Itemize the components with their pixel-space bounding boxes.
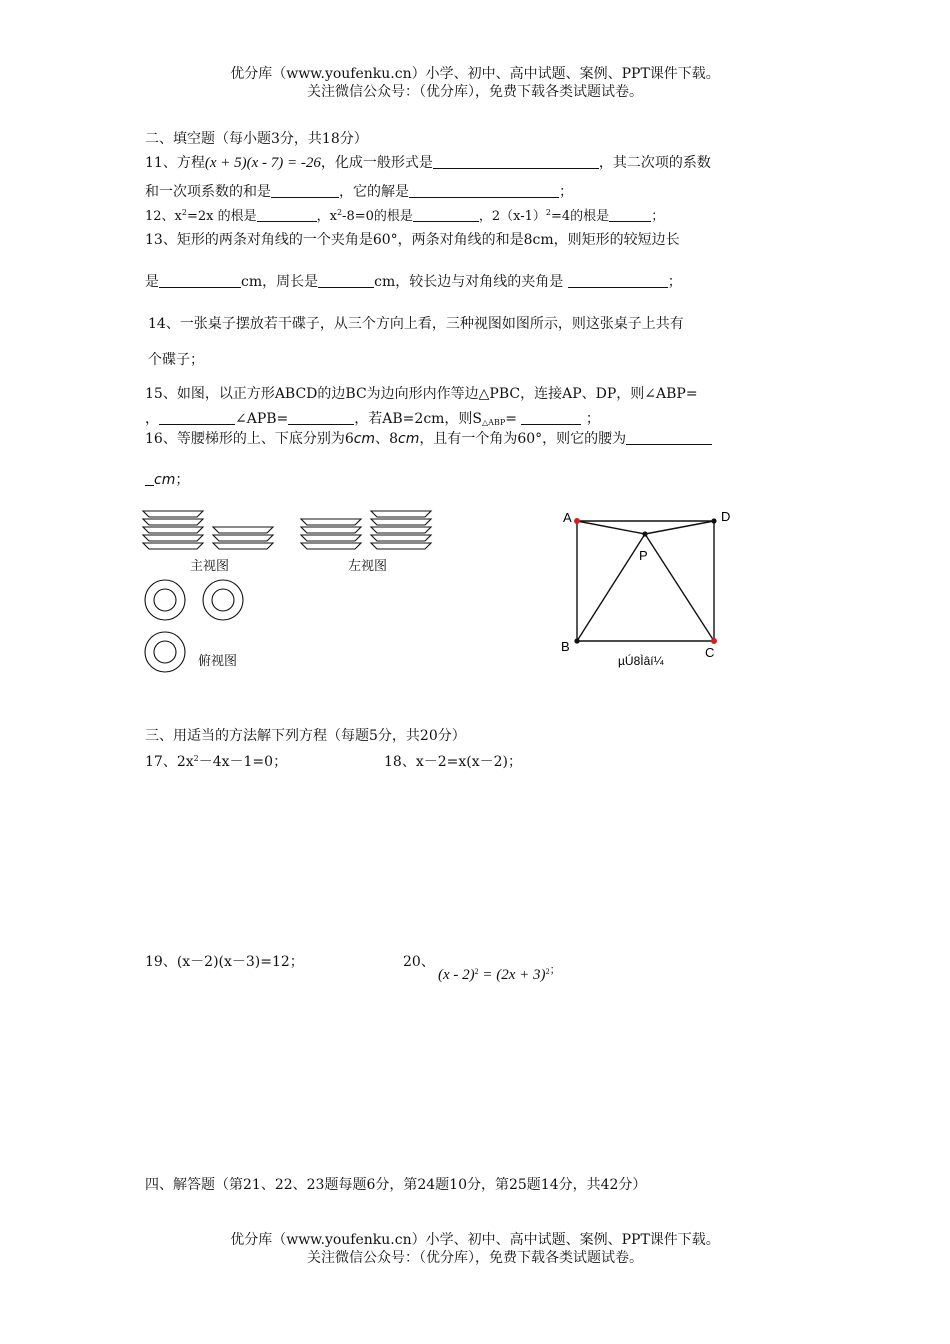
side-view-label: 左视图: [348, 559, 388, 574]
section3-title: 三、用适当的方法解下列方程（每题5分，共20分）: [145, 728, 466, 744]
q16-c: ，且有一个角为60°，则它的腰为: [419, 431, 627, 447]
q12-a1-exponent: 2: [181, 208, 187, 217]
q12-end: ；: [651, 209, 665, 224]
q15-blank-angle-apb[interactable]: [288, 410, 354, 425]
q16-unit-1: cm: [353, 431, 376, 447]
q20-lhs: (x - 2): [438, 967, 475, 983]
q12-line: [145, 205, 664, 224]
q15-line-1: 15、如图，以正方形ABCD的边BC为边向形内作等边△PBC，连接AP、DP，则∠ABP=: [145, 386, 698, 402]
q11-blank-coefficient-sum[interactable]: [271, 183, 339, 198]
q11-equation: (x + 5)(x - 7) = -26: [204, 155, 321, 171]
q12-b1: ，x: [316, 209, 337, 224]
q15-l2-c: ，若AB=2cm，则S: [354, 411, 483, 427]
section4-title: 四、解答题（第21、22、23题每题6分，第24题10分，第25题14分，共42分）: [145, 1177, 647, 1193]
figure-caption: µÚ8Ìâí¼: [618, 654, 664, 668]
q13-line-1: 13、矩形的两条对角线的一个夹角是60°，两条对角线的和是8cm，则矩形的较短边长: [145, 232, 680, 248]
q16-unit-2: cm: [398, 431, 420, 447]
q12-blank-1[interactable]: [257, 207, 317, 222]
q12-blank-2[interactable]: [413, 207, 479, 222]
side-view-stack-right: [371, 511, 431, 549]
side-view-stack-left: [301, 519, 361, 549]
q18: 18、x－2=x(x－2)；: [384, 754, 522, 770]
q11-blank-solution[interactable]: [409, 183, 559, 198]
section2-title: 二、填空题（每小题3分，共18分）: [145, 131, 368, 147]
q14-line-1: 14、一张桌子摆放若干碟子，从三个方向上看，三种视图如图所示，则这张桌子上共有: [148, 316, 684, 332]
square-figure: [550, 500, 750, 675]
top-view-plate-2: [203, 580, 243, 620]
q20-end: ；: [549, 964, 561, 976]
q20-exp-2: 2: [545, 967, 550, 976]
q13-l2-a: 是: [145, 274, 159, 290]
segment-ap: [577, 521, 645, 534]
q20-rhs: = (2x + 3): [478, 967, 546, 983]
q12-b2: -8=0的根是: [342, 209, 413, 224]
top-view-plate-1: [145, 580, 185, 620]
front-view-label: 主视图: [190, 559, 230, 574]
q15-subscript: △ABP: [482, 418, 506, 427]
q11-text-b: ，其二次项的系数: [598, 155, 711, 171]
q17-b: －4x－1=0；: [198, 754, 288, 770]
q12-c1-exponent: 2: [545, 208, 552, 217]
plate-views-figure: [135, 500, 455, 680]
label-d: D: [721, 509, 731, 524]
q16-unit-3: cm: [154, 472, 176, 488]
footer-line-2: 关注微信公众号：（优分库），免费下载各类试题试卷。: [307, 1250, 643, 1266]
q12-c1: ，2（x-1）: [478, 209, 546, 224]
q15-end: ；: [585, 411, 600, 427]
q11-blank-general-form[interactable]: [433, 154, 599, 169]
top-view-plate-3: [145, 632, 185, 672]
q13-l2-c: cm，较长边与对角线的夹角是: [374, 274, 564, 290]
q17: [145, 751, 287, 771]
q11-line2-b: ，它的解是: [339, 184, 409, 200]
point-a: [574, 518, 580, 524]
q12-a1: 12、x: [145, 209, 182, 224]
header-line-1: 优分库（www.youfenku.cn）小学、初中、高中试题、案例、PPT课件下载。: [230, 66, 720, 82]
front-view-stack-right: [213, 527, 273, 549]
q15-l2-b: ∠APB=: [235, 411, 289, 427]
q16-blank-leg-cont[interactable]: [145, 471, 154, 486]
point-d: [711, 518, 716, 523]
top-view-label: 俯视图: [198, 654, 238, 669]
segment-dp: [645, 521, 714, 534]
q20-label: 20、: [403, 954, 435, 970]
segment-bp: [577, 534, 645, 641]
header-line-2: 关注微信公众号：（优分库），免费下载各类试题试卷。: [307, 84, 643, 100]
q13-blank-angle[interactable]: [568, 273, 668, 288]
q20-equation: [438, 961, 561, 984]
q15-l2-d: =: [505, 411, 517, 427]
q11-line-2: [145, 181, 573, 201]
q12-b1-exponent: 2: [336, 208, 343, 217]
q16-line-1: [145, 428, 712, 448]
q17-exponent: 2: [193, 754, 199, 763]
q15-l2-a: ，: [145, 411, 159, 427]
q11-line2-a: 和一次项系数的和是: [145, 184, 271, 200]
q15-blank-angle-abp[interactable]: [159, 410, 235, 425]
point-p: [642, 531, 647, 536]
q19: 19、(x－2)(x－3)=12；: [145, 954, 304, 970]
q16-line-2: [145, 469, 189, 489]
point-b: [574, 638, 579, 643]
label-b: B: [561, 639, 570, 654]
q13-blank-short-side[interactable]: [159, 273, 241, 288]
q11-line-1: [145, 152, 711, 172]
q15-blank-area[interactable]: [521, 410, 581, 425]
q14-line-2: 个碟子；: [148, 352, 204, 368]
q17-a: 17、2x: [145, 754, 194, 770]
segment-cp: [645, 534, 714, 641]
q11-end: ；: [559, 184, 573, 200]
q16-a: 16、等腰梯形的上、下底分别为6: [145, 431, 354, 447]
q16-b: 、8: [375, 431, 398, 447]
q12-a2: =2x 的根是: [186, 209, 257, 224]
q12-blank-3[interactable]: [609, 207, 651, 222]
q13-l2-b: cm，周长是: [241, 274, 319, 290]
label-a: A: [563, 510, 572, 525]
q13-blank-perimeter[interactable]: [318, 273, 374, 288]
label-c: C: [705, 645, 715, 660]
q20-exp-1: 2: [474, 967, 479, 976]
q16-blank-leg[interactable]: [626, 430, 712, 445]
q11-prefix: 11、方程: [145, 155, 205, 171]
q15-line-2: [145, 408, 600, 428]
point-c: [711, 638, 717, 644]
q13-end: ；: [667, 274, 682, 290]
front-view-stack-left: [143, 511, 203, 549]
label-p: P: [639, 548, 648, 563]
q11-text-a: ，化成一般形式是: [320, 155, 433, 171]
q13-line-2: [145, 271, 682, 291]
q12-c2: =4的根是: [551, 209, 610, 224]
q16-end: ；: [175, 472, 190, 488]
footer-line-1: 优分库（www.youfenku.cn）小学、初中、高中试题、案例、PPT课件下载。: [230, 1232, 720, 1248]
